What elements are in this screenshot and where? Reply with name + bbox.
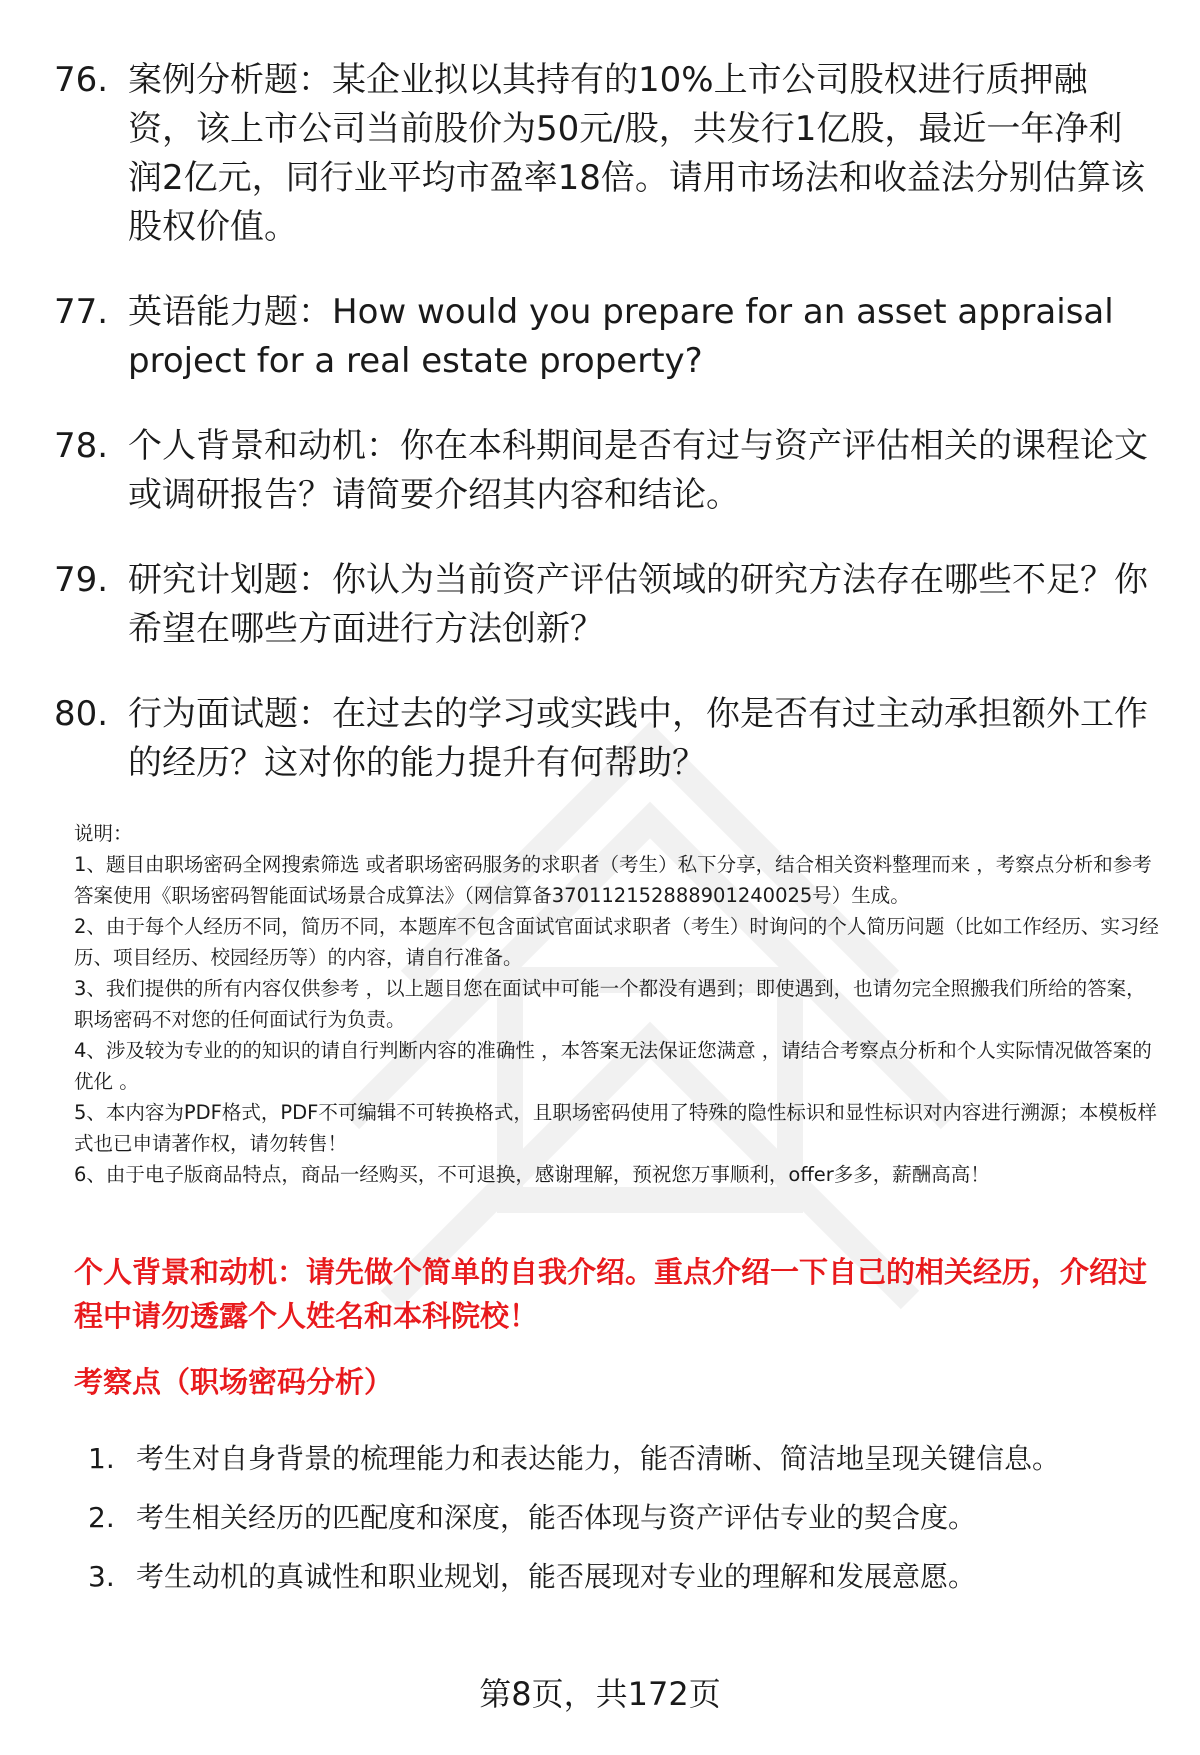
note-item: 5、本内容为PDF格式，PDF不可编辑不可转换格式，且职场密码使用了特殊的隐性标识和显性标识对内容进行溯源；本模板样式也已申请著作权，请勿转售！ <box>74 1101 1157 1155</box>
notes-title: 说明： <box>74 822 133 845</box>
question-number: 79. <box>54 560 109 600</box>
question-number: 80. <box>54 694 109 734</box>
analysis-point <box>74 1437 1164 1481</box>
analysis-point <box>74 1496 1164 1540</box>
question-number: 78. <box>54 426 109 466</box>
point-number: 1. <box>88 1442 115 1475</box>
question-number: 76. <box>54 60 109 100</box>
question-item <box>54 56 1154 252</box>
question-text: 研究计划题：你认为当前资产评估领域的研究方法存在哪些不足？你希望在哪些方面进行方法创新？ <box>128 560 1148 649</box>
analysis-point <box>74 1555 1164 1599</box>
question-item <box>54 556 1154 654</box>
point-number: 2. <box>88 1501 115 1534</box>
note-item: 4、涉及较为专业的的知识的请自行判断内容的准确性 ，本答案无法保证您满意 ，请结合考察点分析和个人实际情况做答案的优化 。 <box>74 1039 1152 1093</box>
note-item: 3、我们提供的所有内容仅供参考 ，以上题目您在面试中可能一个都没有遇到；即使遇到，也请勿完全照搬我们所给的答案，职场密码不对您的任何面试行为负责。 <box>74 977 1146 1031</box>
note-item: 1、题目由职场密码全网搜索筛选 或者职场密码服务的求职者（考生）私下分享，结合相关资料整理而来 ，考察点分析和参考答案使用《职场密码智能面试场景合成算法》（网信算备370112152888901240025号）生成。 <box>74 853 1152 907</box>
point-text: 考生相关经历的匹配度和深度，能否体现与资产评估专业的契合度。 <box>136 1501 977 1534</box>
point-text: 考生对自身背景的梳理能力和表达能力，能否清晰、简洁地呈现关键信息。 <box>136 1442 1061 1475</box>
question-text: 行为面试题：在过去的学习或实践中，你是否有过主动承担额外工作的经历？这对你的能力提升有何帮助？ <box>128 694 1148 783</box>
question-item <box>54 690 1154 788</box>
notes-section <box>74 818 1164 1190</box>
question-text: 案例分析题：某企业拟以其持有的10%上市公司股权进行质押融资，该上市公司当前股价为50元/股，共发行1亿股，最近一年净利润2亿元，同行业平均市盈率18倍。请用市场法和收益法分别估算该股权价值。 <box>128 60 1145 247</box>
question-text: 个人背景和动机：你在本科期间是否有过与资产评估相关的课程论文或调研报告？请简要介绍其内容和结论。 <box>128 426 1148 515</box>
point-number: 3. <box>88 1560 115 1593</box>
question-text: 英语能力题：How would you prepare for an asset appraisal project for a real estate property? <box>128 292 1114 381</box>
question-heading: 个人背景和动机：请先做个简单的自我介绍。重点介绍一下自己的相关经历，介绍过程中请勿透露个人姓名和本科院校！ <box>74 1255 1148 1333</box>
question-list <box>54 56 1154 824</box>
analysis-points-list <box>74 1437 1164 1614</box>
point-text: 考生动机的真诚性和职业规划，能否展现对专业的理解和发展意愿。 <box>136 1560 977 1593</box>
note-item: 6、由于电子版商品特点，商品一经购买，不可退换，感谢理解，预祝您万事顺利，offer多多，薪酬高高！ <box>74 1163 990 1186</box>
section-title: 考察点（职场密码分析） <box>74 1365 394 1399</box>
page-footer: 第8页，共172页 <box>479 1675 721 1713</box>
question-number: 77. <box>54 292 109 332</box>
question-item <box>54 422 1154 520</box>
note-item: 2、由于每个人经历不同，简历不同，本题库不包含面试官面试求职者（考生）时询问的个人简历问题（比如工作经历、实习经历、项目经历、校园经历等）的内容，请自行准备。 <box>74 915 1159 969</box>
question-item <box>54 288 1154 386</box>
